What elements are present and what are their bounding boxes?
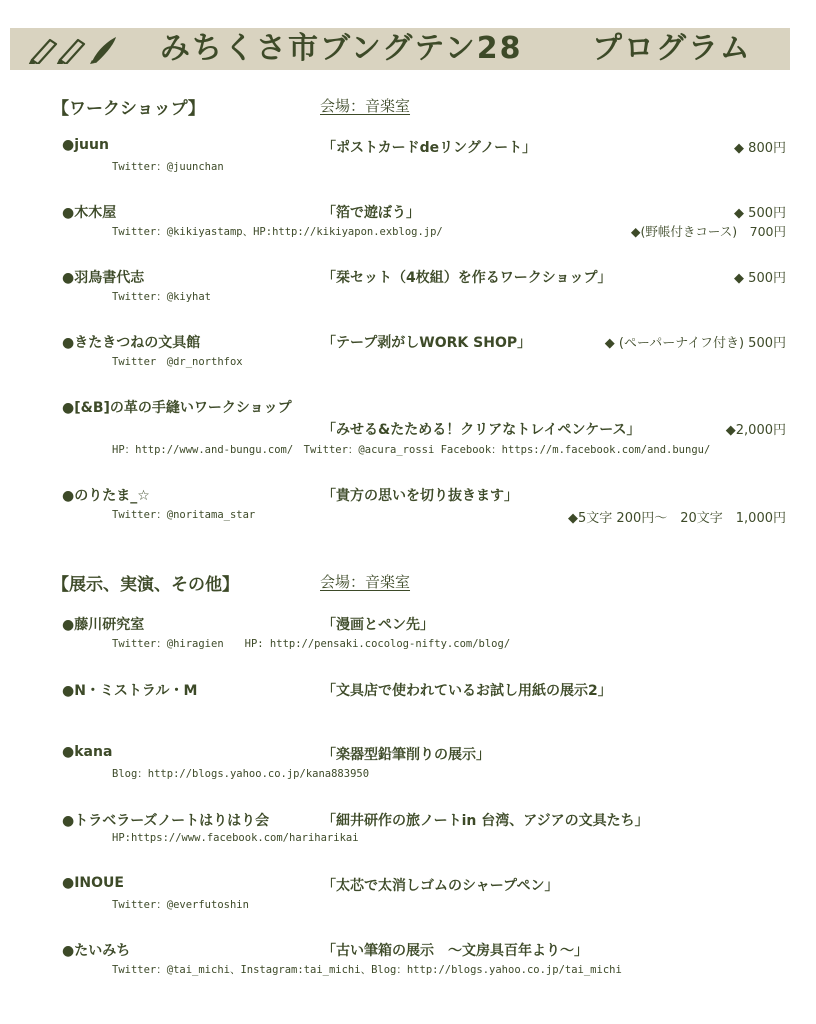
exhibit-title: 「太芯で太消しゴムのシャープペン」 [322, 878, 559, 894]
exhibitor-name: ●羽鳥書代志 [62, 270, 145, 286]
workshop-price: ◆5文字 200円〜 20文字 1,000円 [568, 511, 786, 526]
exhibit-title: 「細井研作の旅ノートin 台湾、アジアの文具たち」 [322, 813, 649, 829]
exhibitor-contact: Twitter：@tai_michi、Instagram:tai_michi、Blog：http://blogs.yahoo.co.jp/tai_michi [112, 964, 622, 976]
exhibitor-name: ●N・ミストラル・M [62, 683, 198, 699]
exhibit-title: 「文具店で使われているお試し用紙の展示2」 [322, 683, 612, 699]
workshop-title: 「栞セット（4枚組）を作るワークショップ」 [322, 270, 612, 286]
exhibit-title: 「楽器型鉛筆削りの展示」 [322, 747, 490, 763]
workshop-title: 「ポストカードdeリングノート」 [322, 140, 537, 156]
exhibition-entry [0, 680, 816, 720]
exhibitor-name: ●藤川研究室 [62, 617, 145, 633]
exhibitor-contact: Twitter：@everfutoshin [112, 899, 249, 911]
workshop-entry [0, 332, 816, 372]
exhibition-section-title: 【展示、実演、その他】 [52, 575, 239, 595]
exhibition-entry [0, 744, 816, 784]
exhibitor-name: ●トラベラーズノートはりはり会 [62, 813, 270, 829]
exhibitor-contact: Twitter：@kikiyastamp、HP:http://kikiyapon.exblog.jp/ [112, 226, 443, 238]
exhibitor-name: ●kana [62, 744, 113, 760]
page-subtitle: プログラム [592, 31, 752, 66]
workshop-entry [0, 137, 816, 177]
page-title: みちくさ市ブングテン28 [160, 31, 523, 66]
workshop-section-title: 【ワークショップ】 [52, 99, 205, 119]
workshop-entry [0, 485, 816, 525]
exhibitor-name: ●木木屋 [62, 205, 117, 221]
exhibitor-contact: Twitter @dr_northfox [112, 356, 243, 368]
exhibitor-name: ●きたきつねの文具館 [62, 335, 201, 351]
exhibitor-contact: Blog：http://blogs.yahoo.co.jp/kana883950 [112, 768, 370, 780]
workshop-entry [0, 397, 816, 459]
workshop-price: ◆ 500円 [734, 271, 786, 286]
workshop-price: ◆ 500円 [734, 206, 786, 221]
exhibit-title: 「漫画とペン先」 [322, 617, 434, 633]
exhibitor-name: ●のりたま_☆ [62, 488, 150, 504]
workshop-price-option: ◆(野帳付きコース) 700円 [630, 224, 786, 239]
workshop-title: 「箔で遊ぼう」 [322, 205, 420, 221]
workshop-price: ◆2,000円 [725, 423, 786, 438]
workshop-title: 「貴方の思いを切り抜きます」 [322, 488, 518, 504]
exhibitor-name: ●INOUE [62, 875, 124, 891]
workshop-title: 「テープ剥がしWORK SHOP」 [322, 335, 532, 351]
exhibitor-name: ●juun [62, 137, 109, 153]
exhibit-title: 「古い筆箱の展示 〜文房具百年より〜」 [322, 943, 588, 959]
header-bar [10, 28, 790, 70]
workshop-price: ◆ 800円 [734, 141, 786, 156]
workshop-title: 「みせる&たためる！クリアなトレイペンケース」 [322, 422, 641, 438]
exhibitor-contact: HP：http://www.and-bungu.com/ Twitter：@acura_rossi Facebook：https://m.facebook.com/and.bungu/ [112, 444, 711, 456]
exhibition-entry [0, 810, 816, 850]
exhibition-venue: 会場：音楽室 [320, 573, 411, 591]
workshop-venue: 会場：音楽室 [320, 97, 411, 115]
pencils-icon [26, 34, 126, 64]
exhibition-entry [0, 940, 816, 980]
workshop-entry [0, 202, 816, 242]
exhibition-entry [0, 614, 816, 654]
exhibitor-contact: Twitter：@hiragien HP: http://pensaki.cocolog-nifty.com/blog/ [112, 638, 511, 650]
exhibitor-contact: Twitter：@juunchan [112, 161, 224, 173]
exhibitor-contact: Twitter：@kiyhat [112, 291, 212, 303]
exhibitor-name: ●たいみち [62, 943, 131, 959]
workshop-price: ◆ (ペーパーナイフ付き) 500円 [604, 336, 786, 351]
workshop-entry [0, 267, 816, 307]
exhibitor-contact: HP:https://www.facebook.com/hariharikai [112, 832, 359, 844]
exhibitor-name: ●[&B]の革の手縫いワークショップ [62, 400, 292, 416]
exhibitor-contact: Twitter：@noritama_star [112, 509, 256, 521]
exhibition-entry [0, 875, 816, 915]
